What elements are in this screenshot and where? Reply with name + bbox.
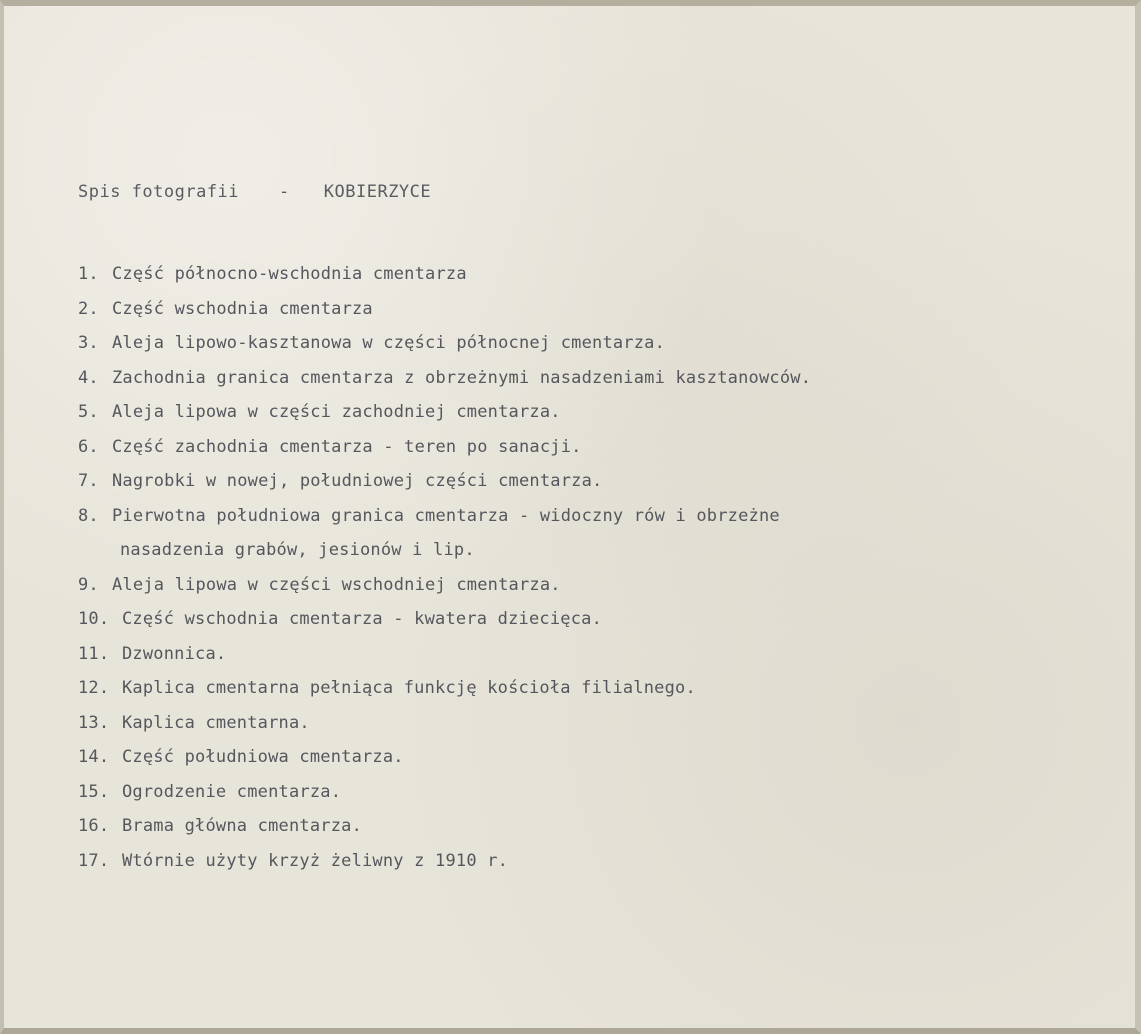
document-title <box>78 182 431 202</box>
item-number: 15. <box>78 781 110 802</box>
item-number: 12. <box>78 678 110 698</box>
list-item <box>78 326 811 361</box>
list-item <box>78 292 811 327</box>
item-text: Brama główna cmentarza. <box>122 816 363 836</box>
list-item <box>78 602 811 637</box>
item-text: Wtórnie użyty krzyż żeliwny z 1910 r. <box>122 850 509 871</box>
item-text: Kaplica cmentarna pełniąca funkcję kościoła filialnego. <box>122 678 696 698</box>
item-number: 9. <box>78 574 99 595</box>
list-item <box>78 361 811 396</box>
item-number: 4. <box>78 367 99 388</box>
item-text: Część północno-wschodnia cmentarza <box>112 264 467 284</box>
list-item <box>78 671 811 706</box>
item-number: 11. <box>78 643 110 664</box>
item-text: Zachodnia granica cmentarza z obrzeżnymi nasadzeniami kasztanowców. <box>112 367 812 388</box>
photo-list <box>78 257 811 878</box>
list-item <box>78 844 811 879</box>
item-text: Ogrodzenie cmentarza. <box>122 781 342 802</box>
list-item <box>78 499 811 568</box>
item-text-continuation: nasadzenia grabów, jesionów i lip. <box>120 540 475 560</box>
item-text: Część zachodnia cmentarza - teren po sanacji. <box>112 436 582 457</box>
item-text: Aleja lipowo-kasztanowa w części północnej cmentarza. <box>112 333 666 353</box>
item-number: 13. <box>78 712 110 733</box>
title-label: Spis fotografii <box>78 182 240 202</box>
list-item <box>78 430 811 465</box>
list-item <box>78 464 811 499</box>
item-text: Pierwotna południowa granica cmentarza - widoczny rów i obrzeżne <box>112 505 780 526</box>
item-text: Część wschodnia cmentarza <box>112 298 373 319</box>
item-number: 17. <box>78 850 110 871</box>
item-text: Część wschodnia cmentarza - kwatera dziecięca. <box>122 609 603 629</box>
item-number: 3. <box>78 333 99 353</box>
title-place: KOBIERZYCE <box>323 182 432 202</box>
item-text: Część południowa cmentarza. <box>122 747 404 767</box>
item-text: Dzwonnica. <box>122 643 227 664</box>
item-text: Kaplica cmentarna. <box>122 712 310 733</box>
item-number: 2. <box>78 298 99 319</box>
list-item <box>78 809 811 844</box>
list-item <box>78 395 811 430</box>
item-text: Aleja lipowa w części wschodniej cmentarza. <box>112 574 561 595</box>
item-number: 5. <box>78 402 99 422</box>
title-dash: - <box>279 182 290 202</box>
item-number: 10. <box>78 609 110 629</box>
item-text: Aleja lipowa w części zachodniej cmentarza. <box>112 402 561 422</box>
list-item <box>78 568 811 603</box>
item-text: Nagrobki w nowej, południowej części cmentarza. <box>112 471 603 491</box>
list-item <box>78 706 811 741</box>
item-number: 8. <box>78 505 99 526</box>
item-number: 16. <box>78 816 110 836</box>
item-number: 6. <box>78 436 99 457</box>
list-item <box>78 740 811 775</box>
list-item <box>78 637 811 672</box>
list-item <box>78 257 811 292</box>
item-number: 1. <box>78 264 99 284</box>
item-number: 7. <box>78 471 99 491</box>
item-number: 14. <box>78 747 110 767</box>
list-item <box>78 775 811 810</box>
